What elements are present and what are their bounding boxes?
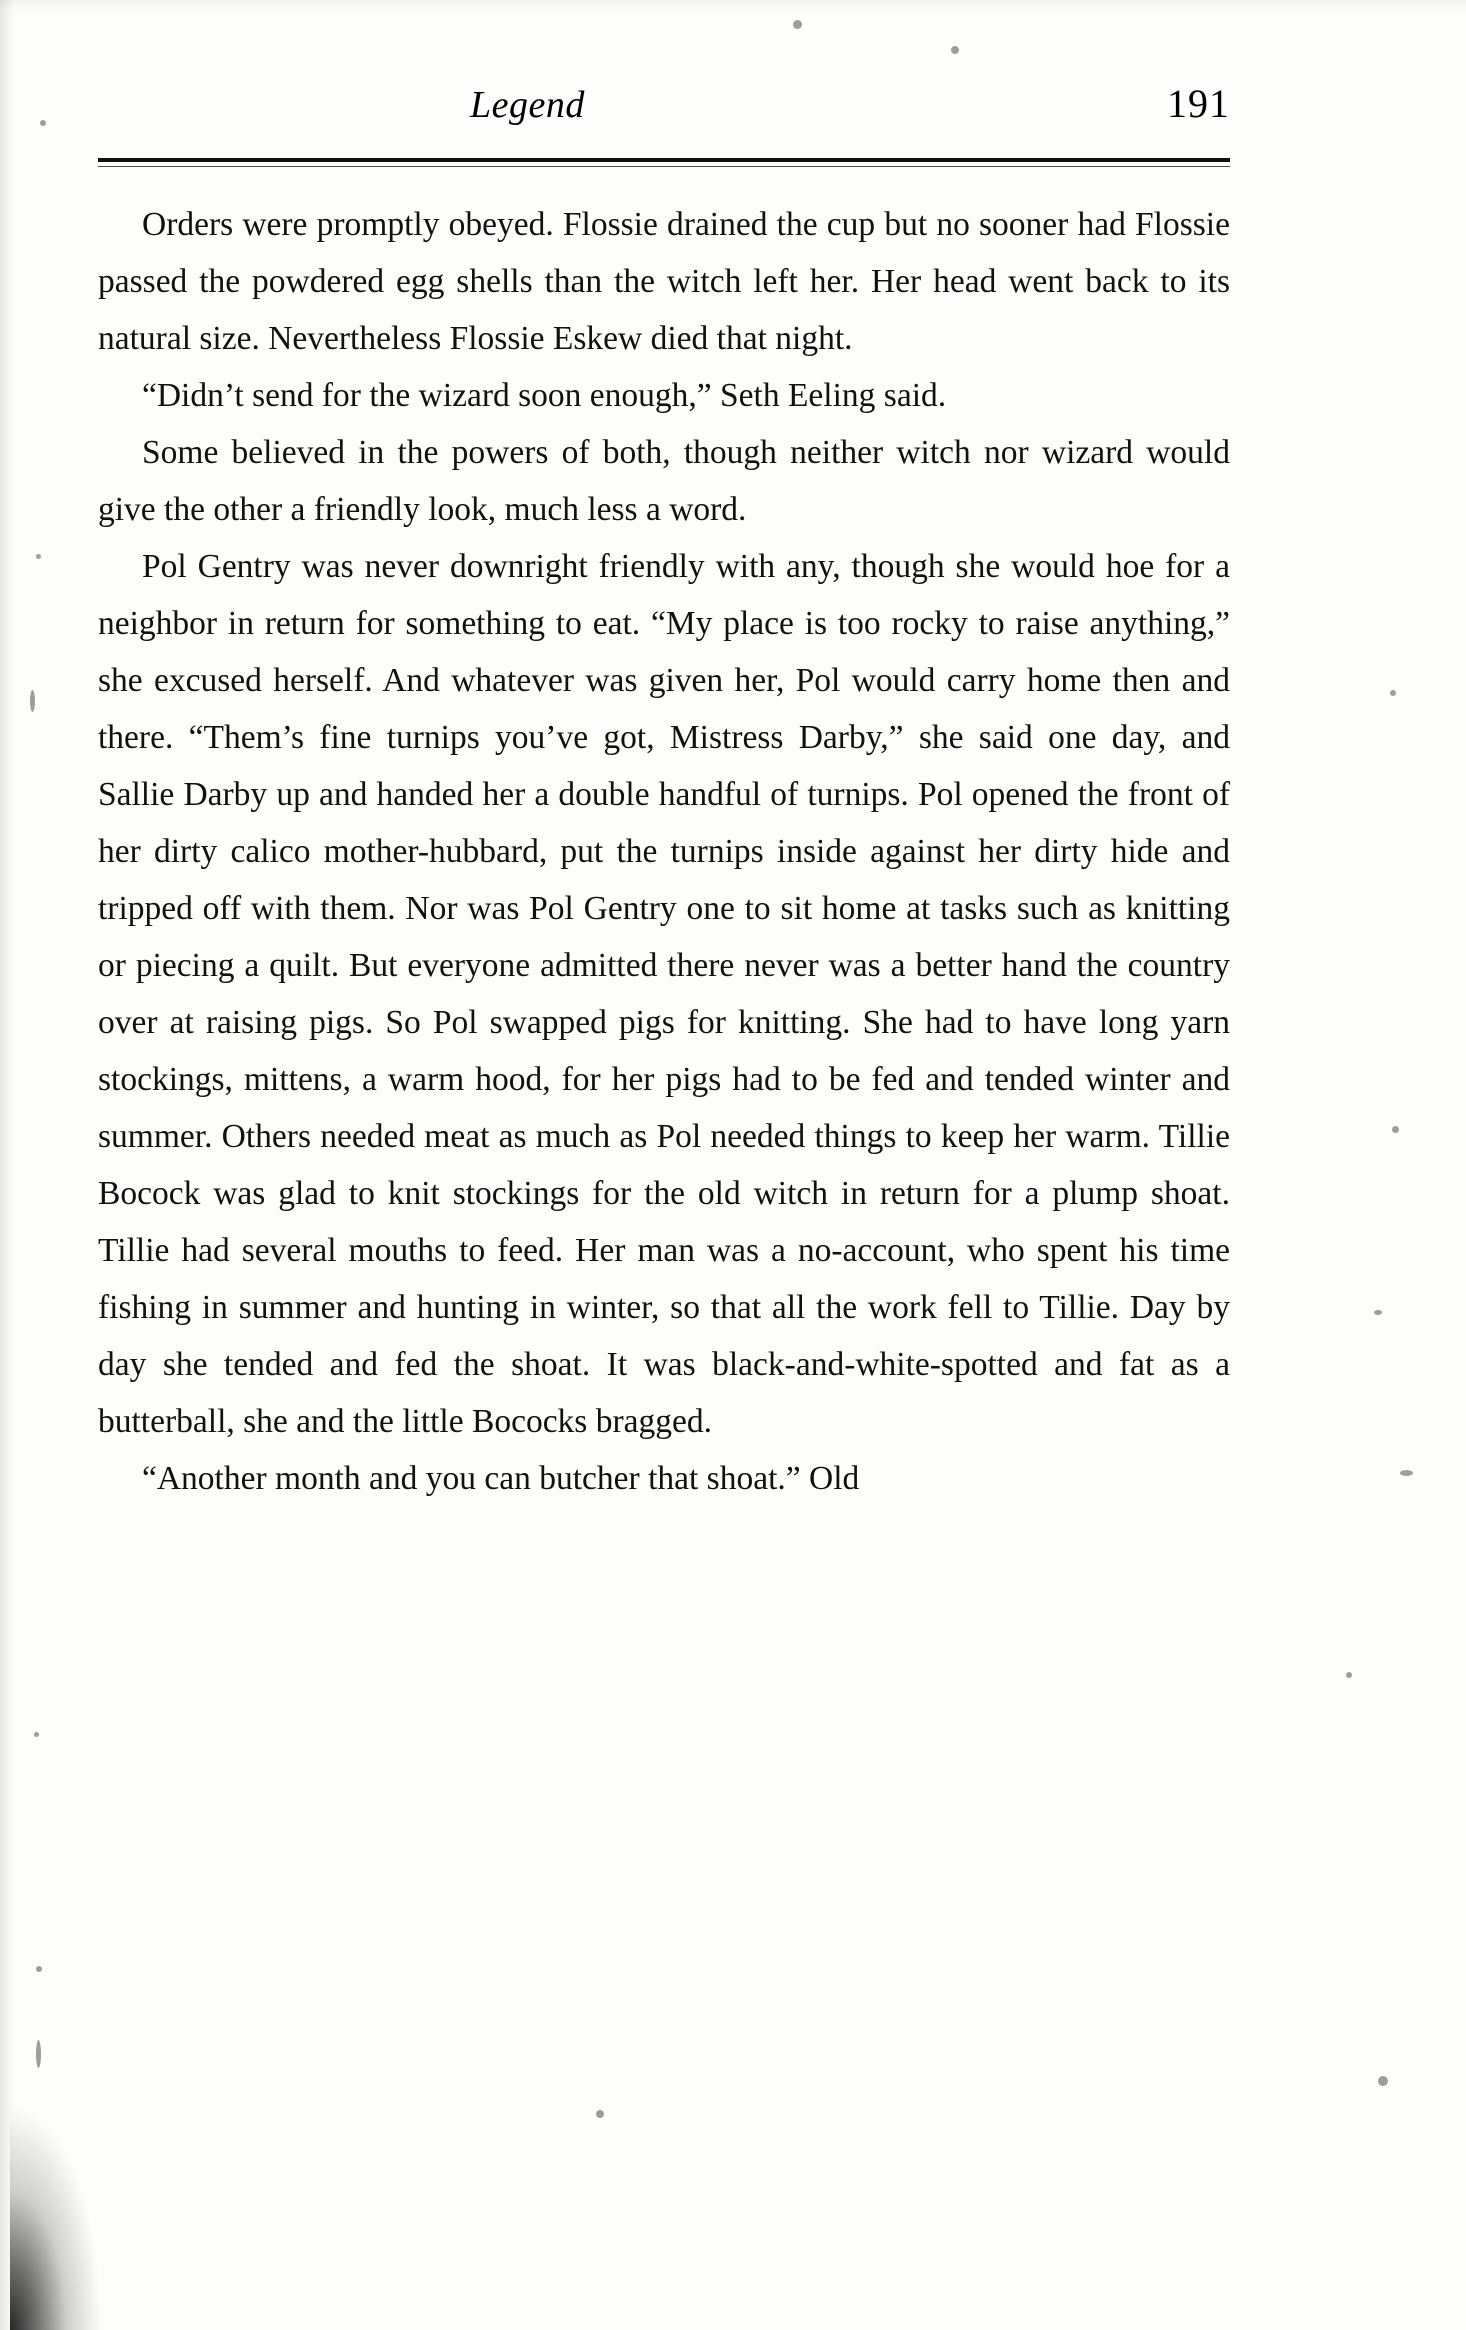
margin-speck: [1390, 690, 1396, 696]
margin-speck: [1378, 2076, 1388, 2086]
margin-speck: [36, 554, 41, 559]
header-rule-thin: [98, 166, 1230, 167]
margin-speck: [36, 1966, 42, 1972]
margin-speck: [1392, 1126, 1399, 1133]
paragraph: Orders were promptly obeyed. Flossie drained the cup but no sooner had Flossie passed the powdered egg shells than the witch left her. Her head went back to its natural size. Nevertheless Flossie Eskew died that night.: [98, 206, 1230, 357]
page-header: [100, 80, 1230, 140]
margin-speck: [34, 1732, 39, 1737]
scan-edge-top: [0, 0, 1466, 10]
scan-edge-left: [0, 0, 14, 2330]
header-rule: [98, 158, 1230, 162]
margin-speck: [951, 46, 959, 54]
margin-speck: [793, 20, 802, 29]
scan-artifact: [10, 2110, 100, 2330]
margin-speck: [1400, 1470, 1413, 1476]
page-body: [98, 196, 1230, 1507]
paragraph: “Another month and you can butcher that shoat.” Old: [142, 1460, 860, 1497]
margin-speck: [30, 690, 35, 712]
paragraph: “Didn’t send for the wizard soon enough,” Seth Eeling said.: [142, 377, 947, 414]
page-number: 191: [1167, 81, 1230, 126]
running-title: Legend: [470, 84, 585, 126]
margin-speck: [40, 120, 46, 126]
paragraph: Pol Gentry was never downright friendly with any, though she would hoe for a neighbor in return for something to eat. “My place is too rocky to raise anything,” she excused herself. And whatever was given her, Pol would carry home then and there. “Them’s fine turnips you’ve got, Mistress Darby,” she said one day, and Sallie Darby up and handed her a double handful of turnips. Pol opened the front of her dirty calico mother-hubbard, put the turnips inside against her dirty hide and tripped off with them. Nor was Pol Gentry one to sit home at tasks such as knitting or piecing a quilt. But everyone admitted there never was a better hand the country over at raising pigs. So Pol swapped pigs for knitting. She had to have long yarn stockings, mittens, a warm hood, for her pigs had to be fed and tended winter and summer. Others needed meat as much as Pol needed things to keep her warm. Tillie Bocock was glad to knit stockings for the old witch in return for a plump shoat. Tillie had several mouths to feed. Her man was a no-account, who spent his time fishing in summer and hunting in winter, so that all the work fell to Tillie. Day by day she tended and fed the shoat. It was black-and-white-spotted and fat as a butterball, she and the little Bococks bragged.: [98, 548, 1230, 1440]
margin-speck: [1346, 1672, 1352, 1678]
margin-speck: [596, 2110, 604, 2118]
paragraph: Some believed in the powers of both, though neither witch nor wizard would give the other a friendly look, much less a word.: [98, 434, 1230, 528]
margin-speck: [36, 2040, 41, 2068]
margin-speck: [1374, 1310, 1382, 1315]
